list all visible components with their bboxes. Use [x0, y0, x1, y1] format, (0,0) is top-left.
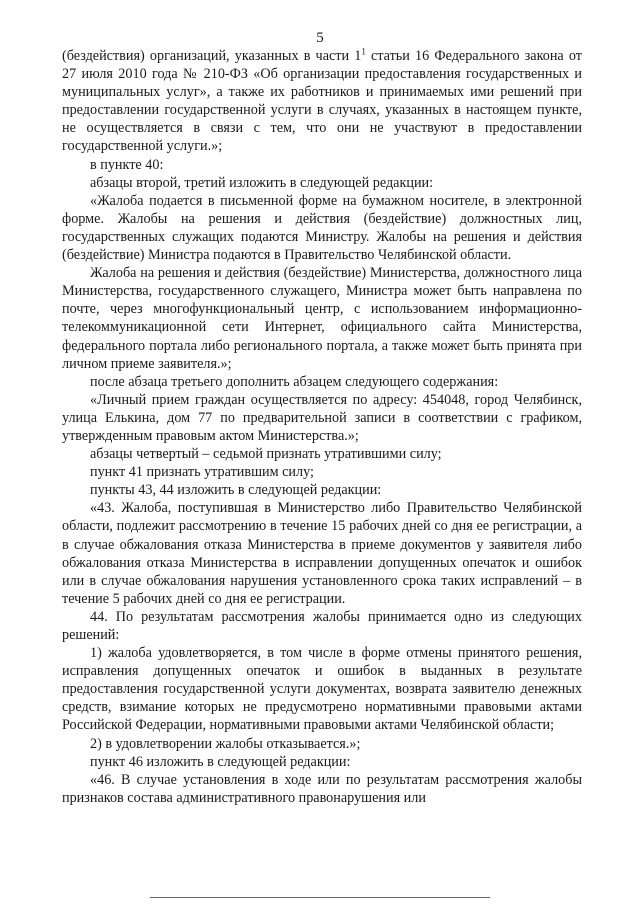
paragraph-7: «Личный прием граждан осуществляется по адресу: 454048, город Челябинск, улица Елькина, дом 77 по предварительной записи в соответствии с графиком, утвержденным правовым актом Министерства.»;: [62, 391, 582, 444]
paragraph-10: пункты 43, 44 изложить в следующей редакции:: [90, 482, 382, 499]
paragraph-1: (бездействия) организаций, указанных в части $1^1$ статьи 16 Федерального закона от 27 июля 2010 года № 210-ФЗ «Об организации предоставления государственных и муниципальных услуг», а также их работников и принимаемых ими решений при предоставлении государственной услуги в случаях, указанных в настоящем пункте, не осуществляется в связи с тем, что они не участвуют в предоставлении государственной услуги.»;: [62, 46, 582, 155]
paragraph-3: абзацы второй, третий изложить в следующей редакции:: [90, 174, 434, 191]
paragraph-9: пункт 41 признать утратившим силу;: [90, 464, 314, 481]
superscript: 1: [361, 46, 366, 57]
paragraph-8: абзацы четвертый – седьмой признать утратившими силу;: [90, 446, 442, 463]
paragraph-5: Жалоба на решения и действия (бездействие) Министерства, должностного лица Министерства, государственного служащего, Министра может быть направлена по почте, через многофункциональный центр, с использованием информационно-телекоммуникационной сети Интернет, официального сайта Министерства, федерального портала либо регионального портала, а также может быть принята при личном приеме заявителя.»;: [62, 265, 582, 372]
paragraph-4: «Жалоба подается в письменной форме на бумажном носителе, в электронной форме. Жалобы на решения и действия (бездействие) должностных лиц, государственных служащих подаются Министру. Жалобы на решения и действия (бездействие) Министра подаются в Правительство Челябинской области.: [62, 192, 582, 264]
page-number: 5: [316, 30, 324, 46]
paragraph-2: в пункте 40:: [90, 156, 164, 173]
paragraph-15: пункт 46 изложить в следующей редакции:: [90, 753, 351, 770]
paragraph-12: 44. По результатам рассмотрения жалобы принимается одно из следующих решений:: [62, 608, 582, 643]
paragraph-14: 2) в удовлетворении жалобы отказывается.»;: [90, 735, 361, 752]
paragraph-13: 1) жалоба удовлетворяется, в том числе в форме отмены принятого решения, исправления допущенных опечаток и ошибок в выданных в результате предоставления государственной услуги документах, возврата заявителю денежных средств, взимание которых не предусмотрено нормативными правовыми актами Российской Федерации, нормативными правовыми актами Челябинской области;: [62, 645, 582, 734]
paragraph-6: после абзаца третьего дополнить абзацем следующего содержания:: [90, 373, 499, 390]
document-body: [62, 47, 582, 807]
paragraph-11: «43. Жалоба, поступившая в Министерство либо Правительство Челябинской области, подлежит рассмотрению в течение 15 рабочих дней со дня ее регистрации, а в случае обжалования отказа Министерства в приеме документов у заявителя либо обжалования отказа Министерства в исправлении допущенных опечаток и ошибок или в случае обжалования нарушения установленного срока таких исправлений – в течение 5 рабочих дней со дня ее регистрации.: [62, 500, 582, 607]
bottom-rule: [150, 897, 490, 898]
paragraph-16: «46. В случае установления в ходе или по результатам рассмотрения жалобы признаков состава административного правонарушения или: [62, 771, 582, 806]
